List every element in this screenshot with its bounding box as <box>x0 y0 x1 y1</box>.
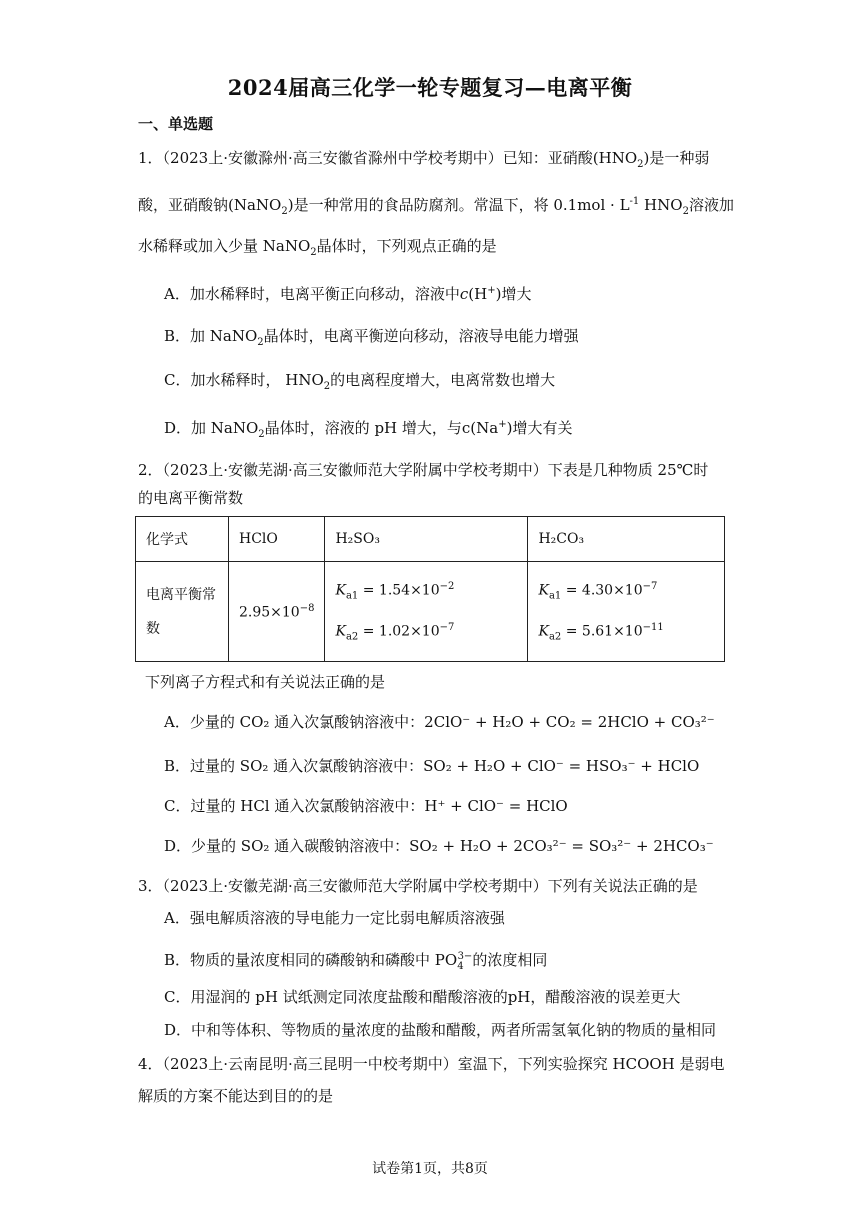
q3-option-a[interactable]: A．强电解质溶液的导电能力一定比弱电解质溶液强 <box>164 909 505 927</box>
q2-stem-line2: 的电离平衡常数 <box>138 489 244 507</box>
table-header-hclo: HClO <box>229 517 325 562</box>
q4-stem-line2: 解质的方案不能达到目的的是 <box>138 1087 334 1105</box>
q2-question-stem: 下列离子方程式和有关说法正确的是 <box>145 673 386 691</box>
q2-stem-line1: 2．（2023上·安徽芜湖·高三安徽师范大学附属中学校考期中）下表是几种物质 25℃时 <box>138 461 709 479</box>
table-cell-h2co3-k: $K_{a1} = 4.30\times 10^{-7}$ $K_{a2} = 5.61\times 10^{-11}$ <box>528 562 725 662</box>
q2-option-b[interactable]: B．过量的 SO₂ 通入次氯酸钠溶液中：SO₂ + H₂O + ClO⁻ = HSO₃⁻ + HClO <box>164 757 700 775</box>
q3-option-d[interactable]: D．中和等体积、等物质的量浓度的盐酸和醋酸，两者所需氢氧化钠的物质的量相同 <box>164 1021 717 1039</box>
q1-option-c[interactable]: C．加水稀释时， $HNO_2$的电离程度增大，电离常数也增大 <box>164 371 556 392</box>
table-header-h2so3: H₂SO₃ <box>325 517 528 562</box>
table-cell-h2so3-k: $K_{a1} = 1.54\times 10^{-2}$ $K_{a2} = 1.02\times 10^{-7}$ <box>325 562 528 662</box>
table-row-label: 电离平衡常数 <box>136 562 229 662</box>
page-footer: 试卷第1页，共8页 <box>372 1161 488 1177</box>
q1-stem-line3: 水稀释或加入少量 NaNO$_2$晶体时，下列观点正确的是 <box>138 237 497 258</box>
q1-option-b[interactable]: B．加 NaNO$_2$晶体时，电离平衡逆向移动，溶液导电能力增强 <box>164 327 579 348</box>
q3-stem: 3．（2023上·安徽芜湖·高三安徽师范大学附属中学校考期中）下列有关说法正确的是 <box>138 877 698 895</box>
document-title: 2024届高三化学一轮专题复习—电离平衡 <box>227 75 633 100</box>
q1-stem-line2: 酸，亚硝酸钠(NaNO$_2$)是一种常用的食品防腐剂。常温下，将 $0.1mol \cdot L^{-1}$ $HNO_2$溶液加 <box>138 196 734 217</box>
section-heading: 一、单选题 <box>138 115 214 133</box>
table-cell-hclo-k: $2.95\times 10^{-8}$ <box>229 562 325 662</box>
table-header-formula: 化学式 <box>136 517 229 562</box>
ionization-constant-table <box>135 516 725 662</box>
q1-stem-line1: 1．（2023上·安徽滁州·高三安徽省滁州中学校考期中）已知：亚硝酸$(HNO_2)$是一种弱 <box>138 149 710 170</box>
q3-option-c[interactable]: C．用湿润的 pH 试纸测定同浓度盐酸和醋酸溶液的pH，醋酸溶液的误差更大 <box>164 988 681 1006</box>
q3-option-b[interactable]: B．物质的量浓度相同的磷酸钠和磷酸中 $PO_4^{3-}$的浓度相同 <box>164 951 548 972</box>
q4-stem-line1: 4．（2023上·云南昆明·高三昆明一中校考期中）室温下，下列实验探究 HCOOH 是弱电 <box>138 1055 725 1073</box>
q2-option-c[interactable]: C．过量的 HCl 通入次氯酸钠溶液中：H⁺ + ClO⁻ = HClO <box>164 797 568 815</box>
q2-option-a[interactable]: A．少量的 CO₂ 通入次氯酸钠溶液中：2ClO⁻ + H₂O + CO₂ = 2HClO + CO₃²⁻ <box>164 713 715 731</box>
q1-option-a[interactable]: A．加水稀释时，电离平衡正向移动，溶液中c(H+)增大 <box>164 285 532 303</box>
q1-option-d[interactable]: D．加 NaNO$_2$晶体时，溶液的 pH 增大，与c(Na+)增大有关 <box>164 419 573 440</box>
table-header-h2co3: H₂CO₃ <box>528 517 725 562</box>
q2-option-d[interactable]: D．少量的 SO₂ 通入碳酸钠溶液中：SO₂ + H₂O + 2CO₃²⁻ = SO₃²⁻ + 2HCO₃⁻ <box>164 837 714 855</box>
